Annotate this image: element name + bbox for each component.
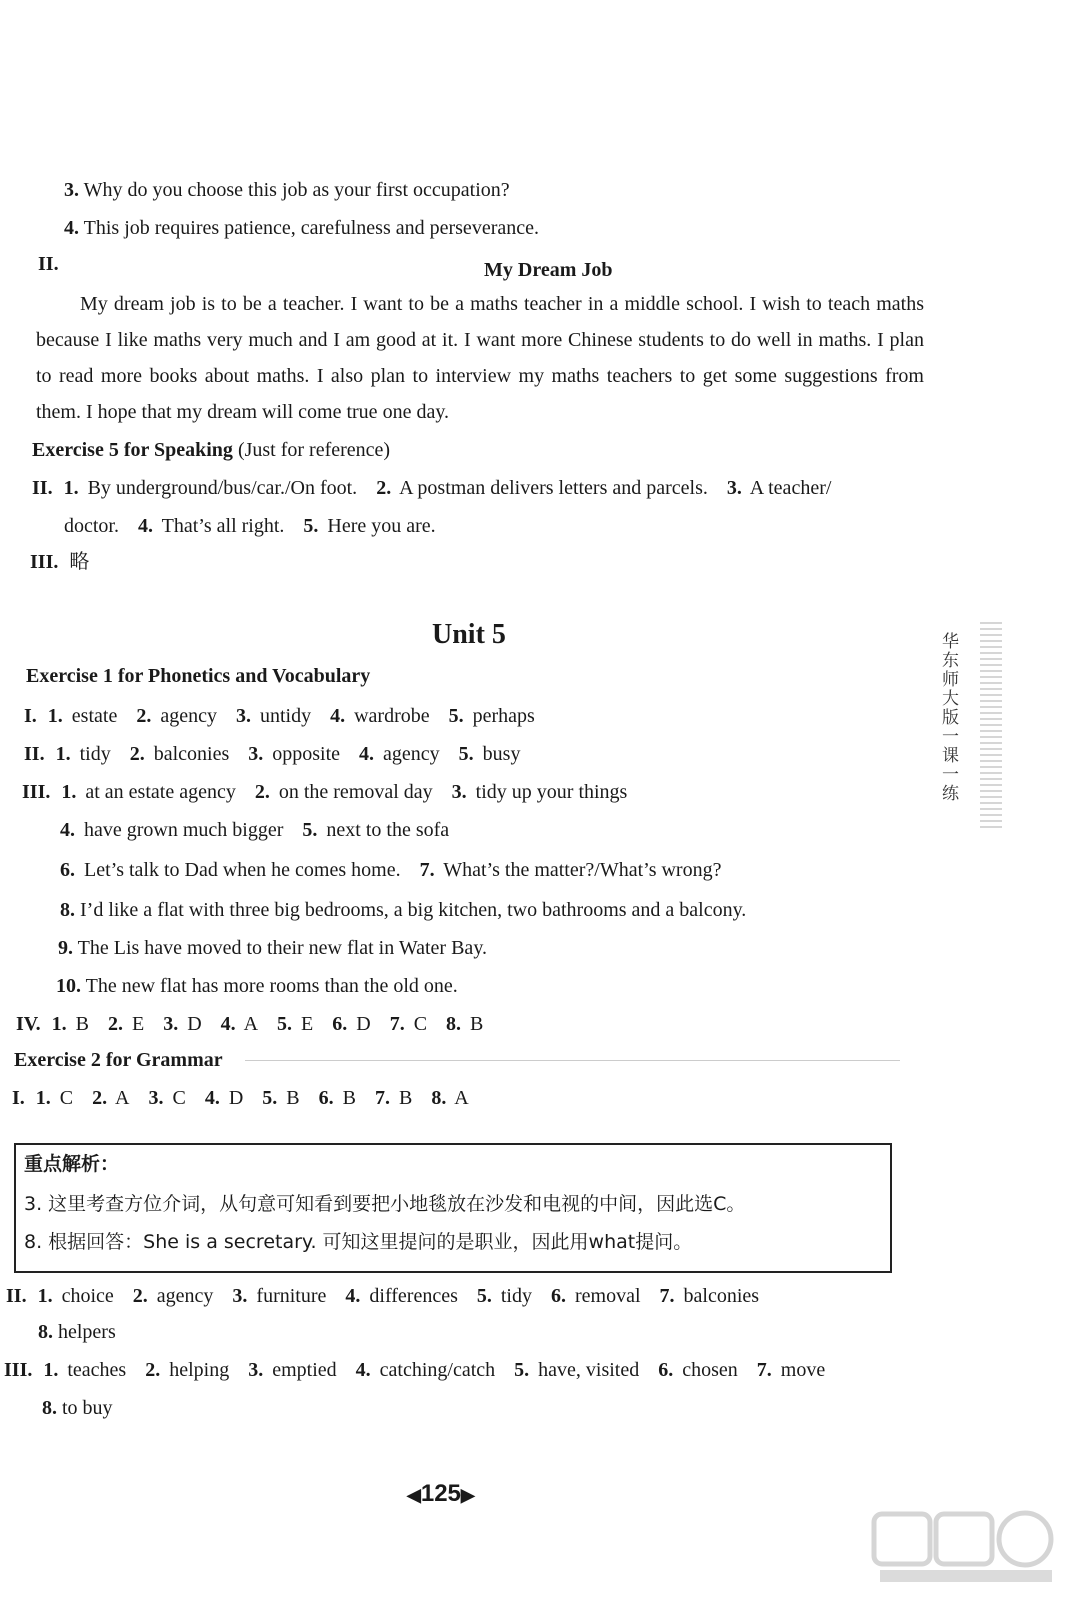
answer-item: 3. tidy up your things xyxy=(451,781,628,803)
answer-item: 4. catching/catch xyxy=(355,1359,496,1381)
answer-row xyxy=(60,858,735,882)
answer-item: 1. By underground/bus/car./On foot. xyxy=(63,477,358,499)
item-number: 1. xyxy=(47,705,63,727)
item-number: 6. xyxy=(658,1359,674,1381)
answer-item: 5. Here you are. xyxy=(303,515,436,537)
item-number: 4. xyxy=(330,705,346,727)
answer-item: 1. tidy xyxy=(55,743,111,765)
answer-item: 2. agency xyxy=(132,1285,214,1307)
item-number: 10. xyxy=(56,975,81,997)
exercise-note: (Just for reference) xyxy=(232,439,391,461)
item-number: 3. xyxy=(64,179,79,201)
answer-line: 8. helpers xyxy=(38,1321,116,1343)
answer-item: 5. tidy xyxy=(476,1285,532,1307)
answer-row xyxy=(16,1012,497,1036)
answer-item: 1. C xyxy=(35,1087,74,1109)
answer-row xyxy=(12,1086,483,1110)
exercise-heading: Exercise 1 for Phonetics and Vocabulary xyxy=(26,665,371,687)
answer-row xyxy=(24,742,534,766)
answer-item: 6. D xyxy=(332,1013,371,1035)
answer-row xyxy=(4,1358,839,1382)
answer-item: 2. agency xyxy=(136,705,217,727)
answer-row xyxy=(30,550,89,574)
arrow-left-icon: ◀ xyxy=(407,1485,421,1505)
answer-row xyxy=(64,514,450,538)
item-number: 4. xyxy=(355,1359,371,1381)
answer-item: 1. teaches xyxy=(43,1359,127,1381)
item-number: 3. xyxy=(148,1087,164,1109)
roman-numeral: III. xyxy=(4,1359,33,1381)
item-number: 5. xyxy=(262,1087,278,1109)
arrow-right-icon: ▶ xyxy=(460,1485,475,1505)
answer-item: 4. D xyxy=(204,1087,244,1109)
item-number: 6. xyxy=(550,1285,566,1307)
item-number: 5. xyxy=(476,1285,492,1307)
watermark-logo-icon xyxy=(870,1508,1060,1588)
item-number: 4. xyxy=(345,1285,361,1307)
answer-item: 5. E xyxy=(277,1013,314,1035)
unit-title: Unit 5 xyxy=(432,619,506,650)
item-number: 7. xyxy=(659,1285,675,1307)
answer-item: 4. have grown much bigger xyxy=(60,819,284,841)
item-number: 3. xyxy=(248,743,264,765)
answer-row xyxy=(6,1284,773,1308)
side-series-label: 华东师大版一课一练 xyxy=(938,632,958,803)
roman-numeral: III. xyxy=(22,781,51,803)
essay-paragraph: My dream job is to be a teacher. I want to be a maths teacher in a middle school. I wish to teach maths because I like maths very much and I am good at it. I want more Chinese students to do well in maths. I plan to read more books about maths. I also plan to interview my maths teachers to get some suggestions from them. I hope that my dream will come true one day. xyxy=(36,293,924,423)
answer-item: 7. balconies xyxy=(659,1285,760,1307)
roman-numeral: II. xyxy=(24,743,45,765)
answer-item: 4. agency xyxy=(359,743,440,765)
item-number: 2. xyxy=(132,1285,148,1307)
item-number: 2. xyxy=(92,1087,108,1109)
answer-row xyxy=(32,476,845,500)
item-number: 4. xyxy=(60,819,75,841)
answer-item: 2. on the removal day xyxy=(254,781,433,803)
answer-item: 7. move xyxy=(756,1359,826,1381)
answer-item: 略 xyxy=(69,551,90,573)
divider xyxy=(245,1060,900,1061)
item-number: 3. xyxy=(726,477,742,499)
answer-item: 2. helping xyxy=(145,1359,230,1381)
item-number: 2. xyxy=(129,743,145,765)
answer-item: 5. have, visited xyxy=(514,1359,640,1381)
analysis-title: 重点解析： xyxy=(24,1153,120,1175)
answer-item: 1. choice xyxy=(37,1285,114,1307)
item-number: 1. xyxy=(55,743,71,765)
answer-item: 5. next to the sofa xyxy=(302,819,450,841)
item-number: 1. xyxy=(51,1013,67,1035)
item-number: 7. xyxy=(389,1013,405,1035)
item-number: 6. xyxy=(60,859,75,881)
answer-item: 5. B xyxy=(262,1087,300,1109)
answer-item: 7. What’s the matter?/What’s wrong? xyxy=(419,859,722,881)
item-number: 1. xyxy=(61,781,77,803)
answer-item: 2. A postman delivers letters and parcels. xyxy=(376,477,708,499)
answer-item: 1. B xyxy=(51,1013,89,1035)
answer-item: 3. untidy xyxy=(235,705,312,727)
item-number: 3. xyxy=(248,1359,264,1381)
item-number: 7. xyxy=(374,1087,390,1109)
item-number: 4. xyxy=(204,1087,220,1109)
item-number: 5. xyxy=(448,705,464,727)
answer-line: 10. The new flat has more rooms than the old one. xyxy=(56,975,458,997)
item-number: 8. xyxy=(446,1013,462,1035)
analysis-line: 3. 这里考查方位介词，从句意可知看到要把小地毯放在沙发和电视的中间，因此选C。 xyxy=(24,1193,746,1215)
item-number: 3. xyxy=(235,705,251,727)
answer-line: 4. This job requires patience, carefulness and perseverance. xyxy=(64,217,539,239)
item-number: 4. xyxy=(359,743,375,765)
page-number-value: 125 xyxy=(420,1480,461,1507)
answer-item: 5. perhaps xyxy=(448,705,535,727)
item-number: 1. xyxy=(37,1285,53,1307)
item-number: 3. xyxy=(451,781,467,803)
answer-item: 4. That’s all right. xyxy=(138,515,285,537)
roman-numeral: II. xyxy=(6,1285,27,1307)
roman-numeral: II. xyxy=(32,477,53,499)
answer-line: 8. I’d like a flat with three big bedrooms, a big kitchen, two bathrooms and a balcony. xyxy=(60,899,747,921)
item-number: 1. xyxy=(63,477,79,499)
item-number: 6. xyxy=(332,1013,348,1035)
item-number: 8. xyxy=(38,1321,53,1343)
answer-item: doctor. xyxy=(64,515,119,537)
answer-item: 3. C xyxy=(148,1087,186,1109)
item-number: 7. xyxy=(756,1359,772,1381)
item-number: 5. xyxy=(303,515,319,537)
answer-item: 4. A xyxy=(220,1013,259,1035)
answer-item: 1. estate xyxy=(47,705,118,727)
item-number: 4. xyxy=(220,1013,236,1035)
answer-line: 3. Why do you choose this job as your first occupation? xyxy=(64,179,510,201)
answer-item: 3. furniture xyxy=(232,1285,327,1307)
answer-item: 8. A xyxy=(431,1087,469,1109)
essay-title: My Dream Job xyxy=(484,259,613,281)
answer-row xyxy=(60,818,463,842)
item-number: 7. xyxy=(419,859,435,881)
answer-item: 4. wardrobe xyxy=(330,705,430,727)
answer-item: 7. C xyxy=(389,1013,428,1035)
answer-item: 5. busy xyxy=(458,743,521,765)
answer-item: 8. B xyxy=(446,1013,484,1035)
answer-item: 3. emptied xyxy=(248,1359,337,1381)
item-number: 8. xyxy=(60,899,75,921)
item-number: 2. xyxy=(136,705,152,727)
roman-numeral: I. xyxy=(24,705,37,727)
section-number: II. xyxy=(38,253,59,275)
answer-item: 6. B xyxy=(318,1087,356,1109)
item-number: 4. xyxy=(64,217,79,239)
analysis-line: 8. 根据回答：She is a secretary. 可知这里提问的是职业，因此用what提问。 xyxy=(24,1231,693,1253)
answer-line: 8. to buy xyxy=(42,1397,113,1419)
page-number xyxy=(407,1480,475,1509)
exercise-heading xyxy=(32,438,390,462)
answer-item: 6. removal xyxy=(550,1285,641,1307)
item-number: 9. xyxy=(58,937,73,959)
answer-item: 4. differences xyxy=(345,1285,458,1307)
answer-item: 1. at an estate agency xyxy=(61,781,236,803)
answer-line: 9. The Lis have moved to their new flat in Water Bay. xyxy=(58,937,488,959)
answer-item: 6. chosen xyxy=(658,1359,738,1381)
item-number: 5. xyxy=(458,743,474,765)
answer-item: 3. D xyxy=(163,1013,202,1035)
roman-numeral: IV. xyxy=(16,1013,41,1035)
item-number: 8. xyxy=(431,1087,447,1109)
answer-item: 3. opposite xyxy=(248,743,341,765)
item-number: 5. xyxy=(302,819,318,841)
answer-item: 6. Let’s talk to Dad when he comes home. xyxy=(60,859,401,881)
roman-numeral: I. xyxy=(12,1087,25,1109)
answer-item: 2. A xyxy=(92,1087,130,1109)
answer-item: 2. balconies xyxy=(129,743,230,765)
exercise-heading: Exercise 2 for Grammar xyxy=(14,1049,223,1071)
answer-item: 3. A teacher/ xyxy=(726,477,832,499)
item-number: 6. xyxy=(318,1087,334,1109)
item-number: 2. xyxy=(145,1359,161,1381)
answer-row xyxy=(24,704,549,728)
exercise-title: Exercise 5 for Speaking xyxy=(32,439,233,461)
item-number: 8. xyxy=(42,1397,57,1419)
item-number: 5. xyxy=(277,1013,293,1035)
item-number: 1. xyxy=(43,1359,59,1381)
answer-row xyxy=(22,780,641,804)
side-decoration xyxy=(980,622,1002,832)
item-number: 2. xyxy=(254,781,270,803)
answer-item: 7. B xyxy=(374,1087,413,1109)
item-number: 3. xyxy=(232,1285,248,1307)
analysis-box xyxy=(14,1143,892,1273)
item-number: 2. xyxy=(108,1013,123,1035)
item-number: 1. xyxy=(35,1087,51,1109)
item-number: 5. xyxy=(514,1359,530,1381)
item-number: 3. xyxy=(163,1013,179,1035)
item-number: 4. xyxy=(138,515,153,537)
roman-numeral: III. xyxy=(30,551,59,573)
item-number: 2. xyxy=(376,477,392,499)
answer-item: 2. E xyxy=(108,1013,145,1035)
